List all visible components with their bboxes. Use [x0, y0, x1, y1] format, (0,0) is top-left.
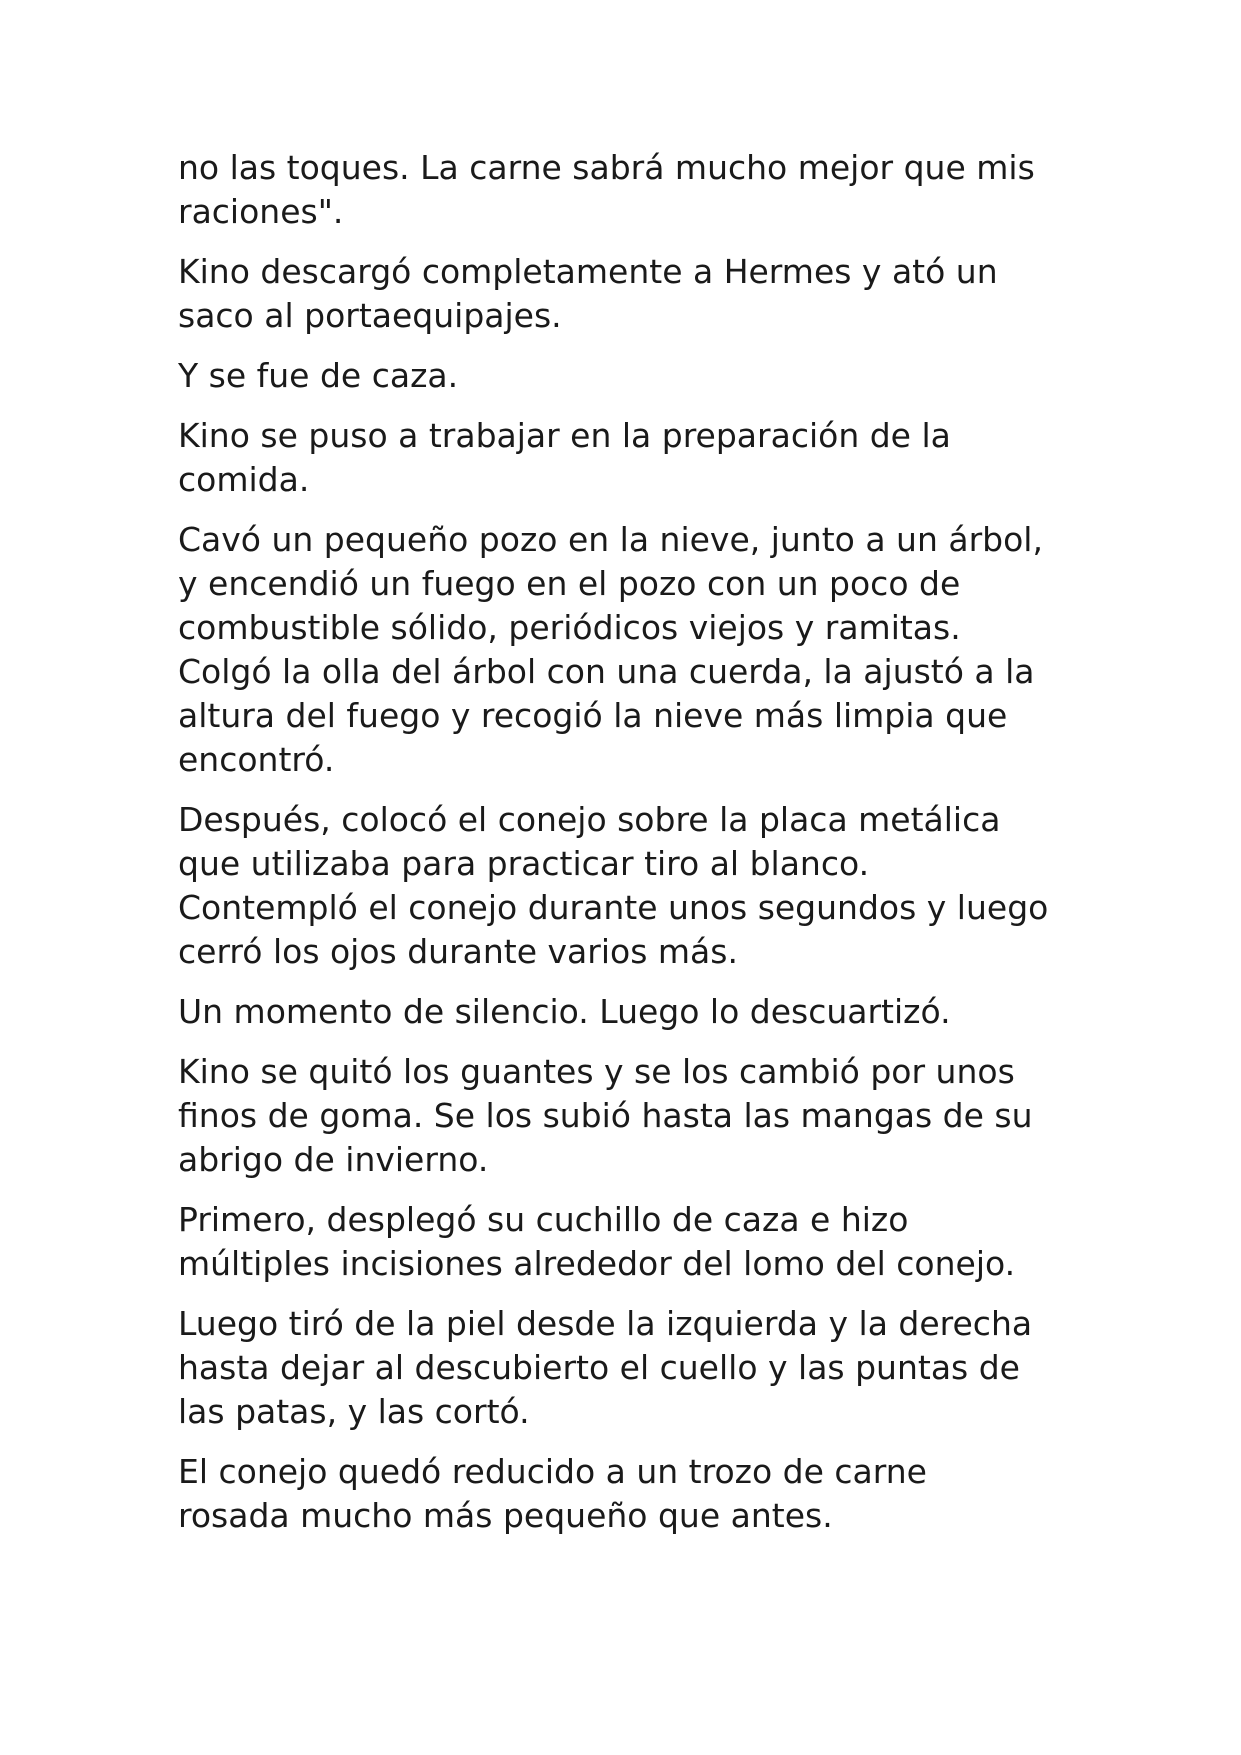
paragraph-10: Luego tiró de la piel desde la izquierda y la derecha hasta dejar al descubierto el cuello y las puntas de las patas, y las cortó. — [178, 1304, 1033, 1431]
paragraph-7: Un momento de silencio. Luego lo descuartizó. — [178, 992, 951, 1031]
paragraph-3: Y se fue de caza. — [178, 356, 459, 395]
paragraph-9: Primero, desplegó su cuchillo de caza e hizo múltiples incisiones alrededor del lomo del conejo. — [178, 1200, 1016, 1283]
paragraph-2: Kino descargó completamente a Hermes y ató un saco al portaequipajes. — [178, 252, 998, 335]
paragraph-5: Cavó un pequeño pozo en la nieve, junto a un árbol, y encendió un fuego en el pozo con un poco de combustible sólido, periódicos viejos y ramitas. Colgó la olla del árbol con una cuerda, la ajustó a la altura del fuego y recogió la nieve más limpia que encontró. — [178, 520, 1043, 779]
paragraph-11: El conejo quedó reducido a un trozo de carne rosada mucho más pequeño que antes. — [178, 1452, 927, 1535]
document-page — [178, 146, 1078, 1554]
paragraph-6: Después, colocó el conejo sobre la placa metálica que utilizaba para practicar tiro al blanco. Contempló el conejo durante unos segundos y luego cerró los ojos durante varios más. — [178, 800, 1049, 971]
paragraph-1: no las toques. La carne sabrá mucho mejor que mis raciones". — [178, 148, 1035, 231]
paragraph-8: Kino se quitó los guantes y se los cambió por unos finos de goma. Se los subió hasta las mangas de su abrigo de invierno. — [178, 1052, 1033, 1179]
paragraph-4: Kino se puso a trabajar en la preparación de la comida. — [178, 416, 951, 499]
